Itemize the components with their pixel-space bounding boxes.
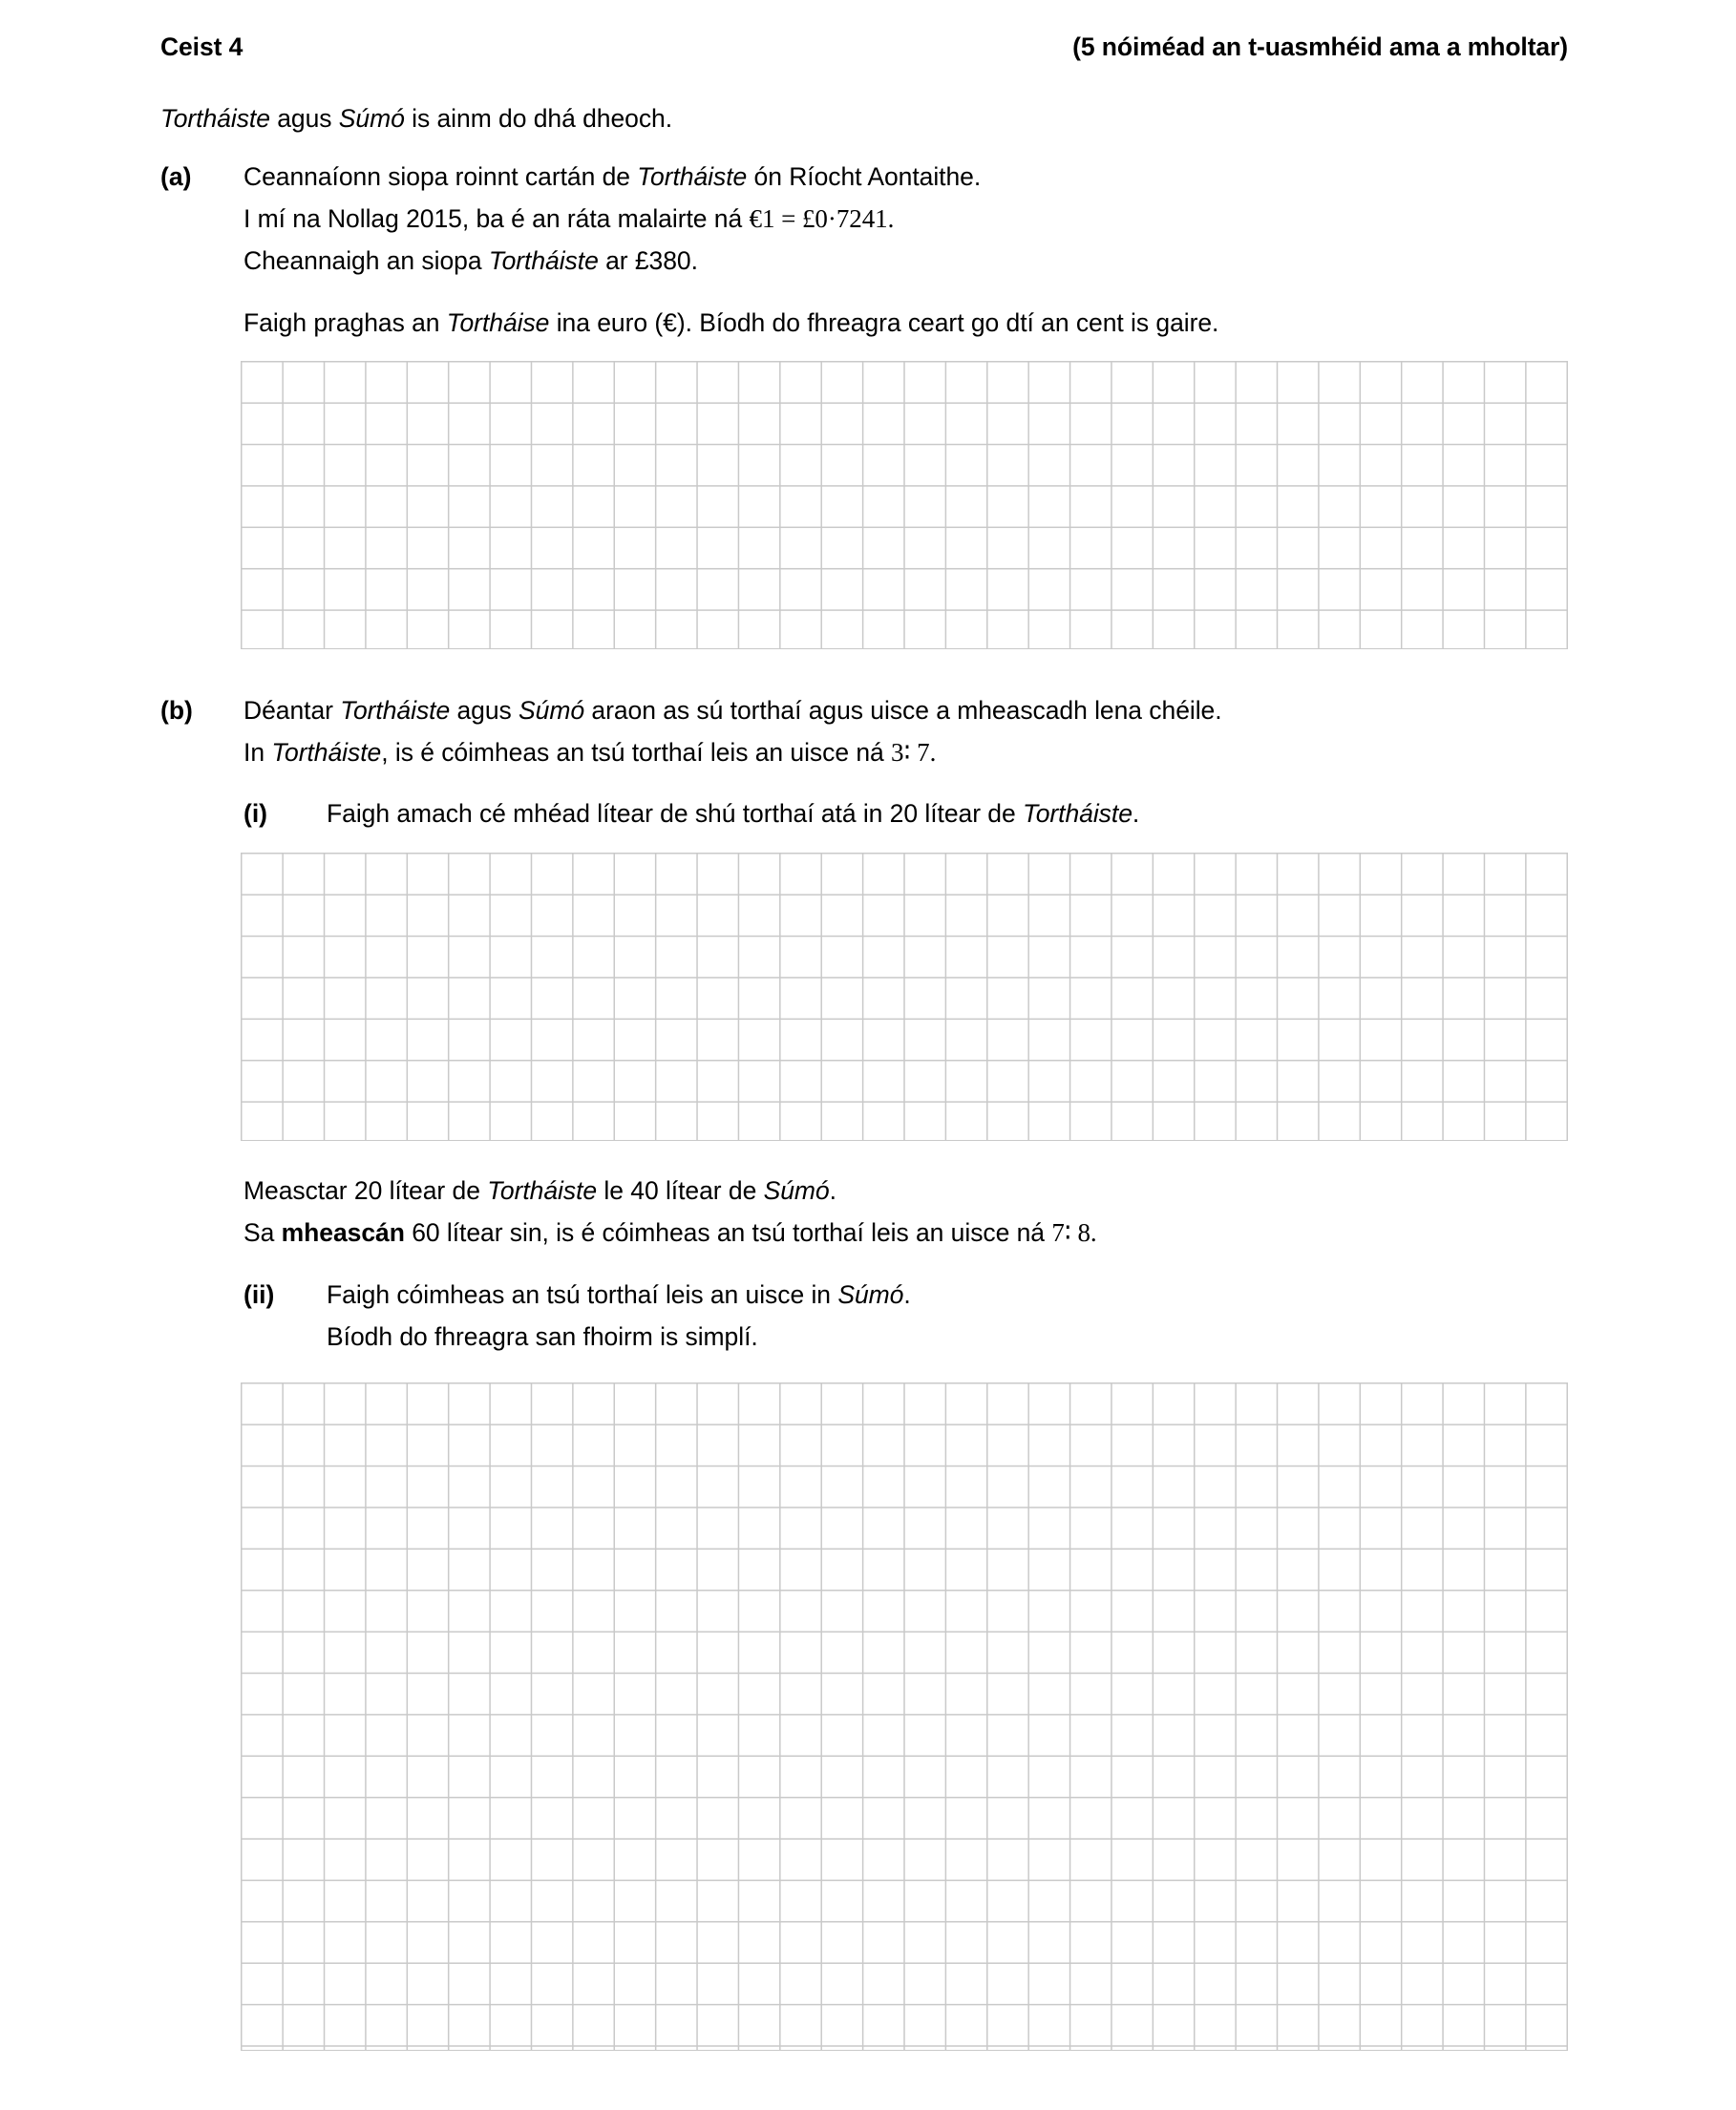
part-a-line-1-post: ón Ríocht Aontaithe. <box>747 162 982 191</box>
part-b-ii-question-post: . <box>903 1280 911 1309</box>
part-b-line-1 <box>243 689 1222 731</box>
part-a-question-pre: Faigh praghas an <box>243 308 447 337</box>
question-number: Ceist 4 <box>160 32 243 61</box>
mixture-line-1-italic-2: Súmó <box>763 1176 830 1205</box>
mixture-line-1-pre: Measctar 20 lítear de <box>243 1176 488 1205</box>
intro-tail: is ainm do dhá dheoch. <box>404 104 673 133</box>
part-b-i-question <box>327 792 1139 834</box>
part-b-line-2-post: , is é cóimheas an tsú torthaí leis an uisce ná <box>381 738 892 767</box>
part-a-line-1-italic: Tortháiste <box>637 162 748 191</box>
part-a-question-line <box>243 302 1218 344</box>
mixture-line-1-post: . <box>829 1176 836 1205</box>
mixture-line-1-italic-1: Tortháiste <box>487 1176 598 1205</box>
torthaiste-ratio: 3∶ 7. <box>891 738 937 767</box>
part-b-line-2-pre: In <box>243 738 272 767</box>
intro-sentence <box>160 97 672 139</box>
answer-grid-a[interactable] <box>241 361 1568 649</box>
mixture-line-2 <box>243 1212 1097 1254</box>
intro-drink-sumo: Súmó <box>338 104 405 133</box>
part-b-ii-question-line-1 <box>327 1274 911 1316</box>
part-a-question-italic: Tortháise <box>446 308 550 337</box>
part-b-line-2-italic: Tortháiste <box>271 738 382 767</box>
part-b-line-1-italic-1: Tortháiste <box>340 696 451 725</box>
part-a-line-3-post: ar £380. <box>598 246 698 275</box>
part-b-i-question-post: . <box>1132 799 1140 828</box>
part-b-line-2 <box>243 731 936 773</box>
exchange-rate-equation: €1 = £0·7241. <box>749 204 895 233</box>
part-b-label: (b) <box>160 696 193 725</box>
answer-grid-b-i[interactable] <box>241 853 1568 1141</box>
part-b-i-question-italic: Tortháiste <box>1022 799 1133 828</box>
part-b-line-1-mid: agus <box>450 696 519 725</box>
mixture-line-2-mid: 60 lítear sin, is é cóimheas an tsú torthaí leis an uisce ná <box>404 1218 1052 1247</box>
page-header <box>160 32 1568 62</box>
part-a-question-post: ina euro (€). Bíodh do fhreagra ceart go dtí an cent is gaire. <box>549 308 1219 337</box>
part-b-ii-question-italic: Súmó <box>837 1280 904 1309</box>
part-b-line-1-italic-2: Súmó <box>519 696 585 725</box>
part-b-i-question-pre: Faigh amach cé mhéad lítear de shú torthaí atá in 20 lítear de <box>327 799 1023 828</box>
answer-grid-b-ii[interactable] <box>241 1382 1568 2051</box>
part-a-line-3-italic: Tortháiste <box>488 246 599 275</box>
mixture-line-1 <box>243 1170 836 1212</box>
recommended-time-note: (5 nóiméad an t-uasmhéid ama a mholtar) <box>1072 32 1568 61</box>
part-a-line-2 <box>243 198 894 240</box>
intro-conjunction: agus <box>269 104 339 133</box>
part-a-line-1-pre: Ceannaíonn siopa roinnt cartán de <box>243 162 638 191</box>
part-b-ii-label: (ii) <box>243 1280 275 1309</box>
part-b-ii-question-pre: Faigh cóimheas an tsú torthaí leis an uisce in <box>327 1280 838 1309</box>
part-b-line-1-post: araon as sú torthaí agus uisce a mheascadh lena chéile. <box>584 696 1222 725</box>
mixture-keyword-bold: mheascán <box>281 1218 405 1247</box>
mixture-line-1-mid: le 40 lítear de <box>597 1176 764 1205</box>
part-b-line-1-pre: Déantar <box>243 696 341 725</box>
part-a-line-3-pre: Cheannaigh an siopa <box>243 246 489 275</box>
part-a-label: (a) <box>160 162 192 191</box>
part-b-i-label: (i) <box>243 799 268 828</box>
part-a-line-3 <box>243 240 698 282</box>
intro-drink-torthaiste: Tortháiste <box>160 104 270 133</box>
mixture-ratio: 7∶ 8. <box>1051 1218 1097 1247</box>
part-a-line-1 <box>243 156 981 198</box>
part-b-ii-question-line-2: Bíodh do fhreagra san fhoirm is simplí. <box>327 1322 758 1351</box>
mixture-line-2-pre: Sa <box>243 1218 282 1247</box>
part-a-line-2-pre: I mí na Nollag 2015, ba é an ráta malairte ná <box>243 204 750 233</box>
